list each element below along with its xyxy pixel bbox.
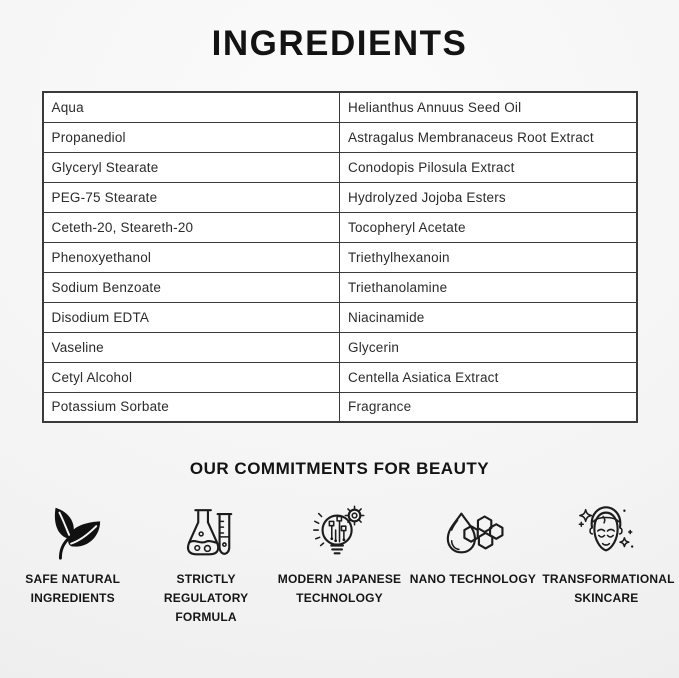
commitment-label: STRICTLY REGULATORY FORMULA: [163, 572, 249, 625]
page-title: INGREDIENTS: [211, 24, 468, 63]
ingredient-cell: Niacinamide: [340, 302, 637, 332]
table-row: [43, 122, 637, 152]
ingredient-cell: Vaseline: [43, 332, 340, 362]
table-row: [43, 182, 637, 212]
commitment-nano-technology: [406, 499, 539, 589]
ingredient-cell: Ceteth-20, Steareth-20: [43, 212, 340, 242]
commitment-label: NANO TECHNOLOGY: [409, 572, 537, 586]
table-row: [43, 272, 637, 302]
leaf-icon: [42, 499, 104, 565]
table-row: [43, 242, 637, 272]
table-row: [43, 152, 637, 182]
ingredient-cell: Cetyl Alcohol: [43, 362, 340, 392]
table-row: [43, 392, 637, 422]
ingredient-cell: Disodium EDTA: [43, 302, 340, 332]
ingredient-cell: Sodium Benzoate: [43, 272, 340, 302]
commitment-strict-formula: [139, 499, 272, 628]
table-row: [43, 212, 637, 242]
ingredient-cell: Potassium Sorbate: [43, 392, 340, 422]
ingredient-cell: Propanediol: [43, 122, 340, 152]
ingredient-cell: Triethanolamine: [340, 272, 637, 302]
ingredient-cell: Conodopis Pilosula Extract: [340, 152, 637, 182]
flask-icon: [175, 499, 237, 565]
ingredient-cell: Hydrolyzed Jojoba Esters: [340, 182, 637, 212]
table-row: [43, 332, 637, 362]
table-row: [43, 362, 637, 392]
bulb-gear-icon: [309, 499, 371, 565]
ingredient-cell: Triethylhexanoin: [340, 242, 637, 272]
ingredient-cell: Glycerin: [340, 332, 637, 362]
commitments-heading: OUR COMMITMENTS FOR BEAUTY: [189, 459, 490, 478]
ingredient-cell: Tocopheryl Acetate: [340, 212, 637, 242]
ingredient-cell: Glyceryl Stearate: [43, 152, 340, 182]
ingredient-cell: Aqua: [43, 92, 340, 122]
ingredient-cell: Phenoxyethanol: [43, 242, 340, 272]
commitment-label: MODERN JAPANESE TECHNOLOGY: [277, 572, 402, 606]
ingredient-cell: Astragalus Membranaceus Root Extract: [340, 122, 637, 152]
ingredients-table: [42, 91, 638, 423]
commitment-modern-technology: [273, 499, 406, 608]
table-row: [43, 92, 637, 122]
commitments-row: [0, 499, 679, 628]
commitment-label: SAFE NATURAL INGREDIENTS: [25, 572, 121, 606]
ingredient-cell: Fragrance: [340, 392, 637, 422]
commitment-transformational-skincare: [540, 499, 673, 608]
commitment-safe-natural: [6, 499, 139, 608]
commitment-label: TRANSFORMATIONAL SKINCARE: [542, 572, 675, 606]
table-row: [43, 302, 637, 332]
nano-molecule-icon: [442, 499, 504, 565]
ingredient-cell: Helianthus Annuus Seed Oil: [340, 92, 637, 122]
ingredient-cell: Centella Asiatica Extract: [340, 362, 637, 392]
ingredient-cell: PEG-75 Stearate: [43, 182, 340, 212]
face-sparkle-icon: [575, 499, 637, 565]
